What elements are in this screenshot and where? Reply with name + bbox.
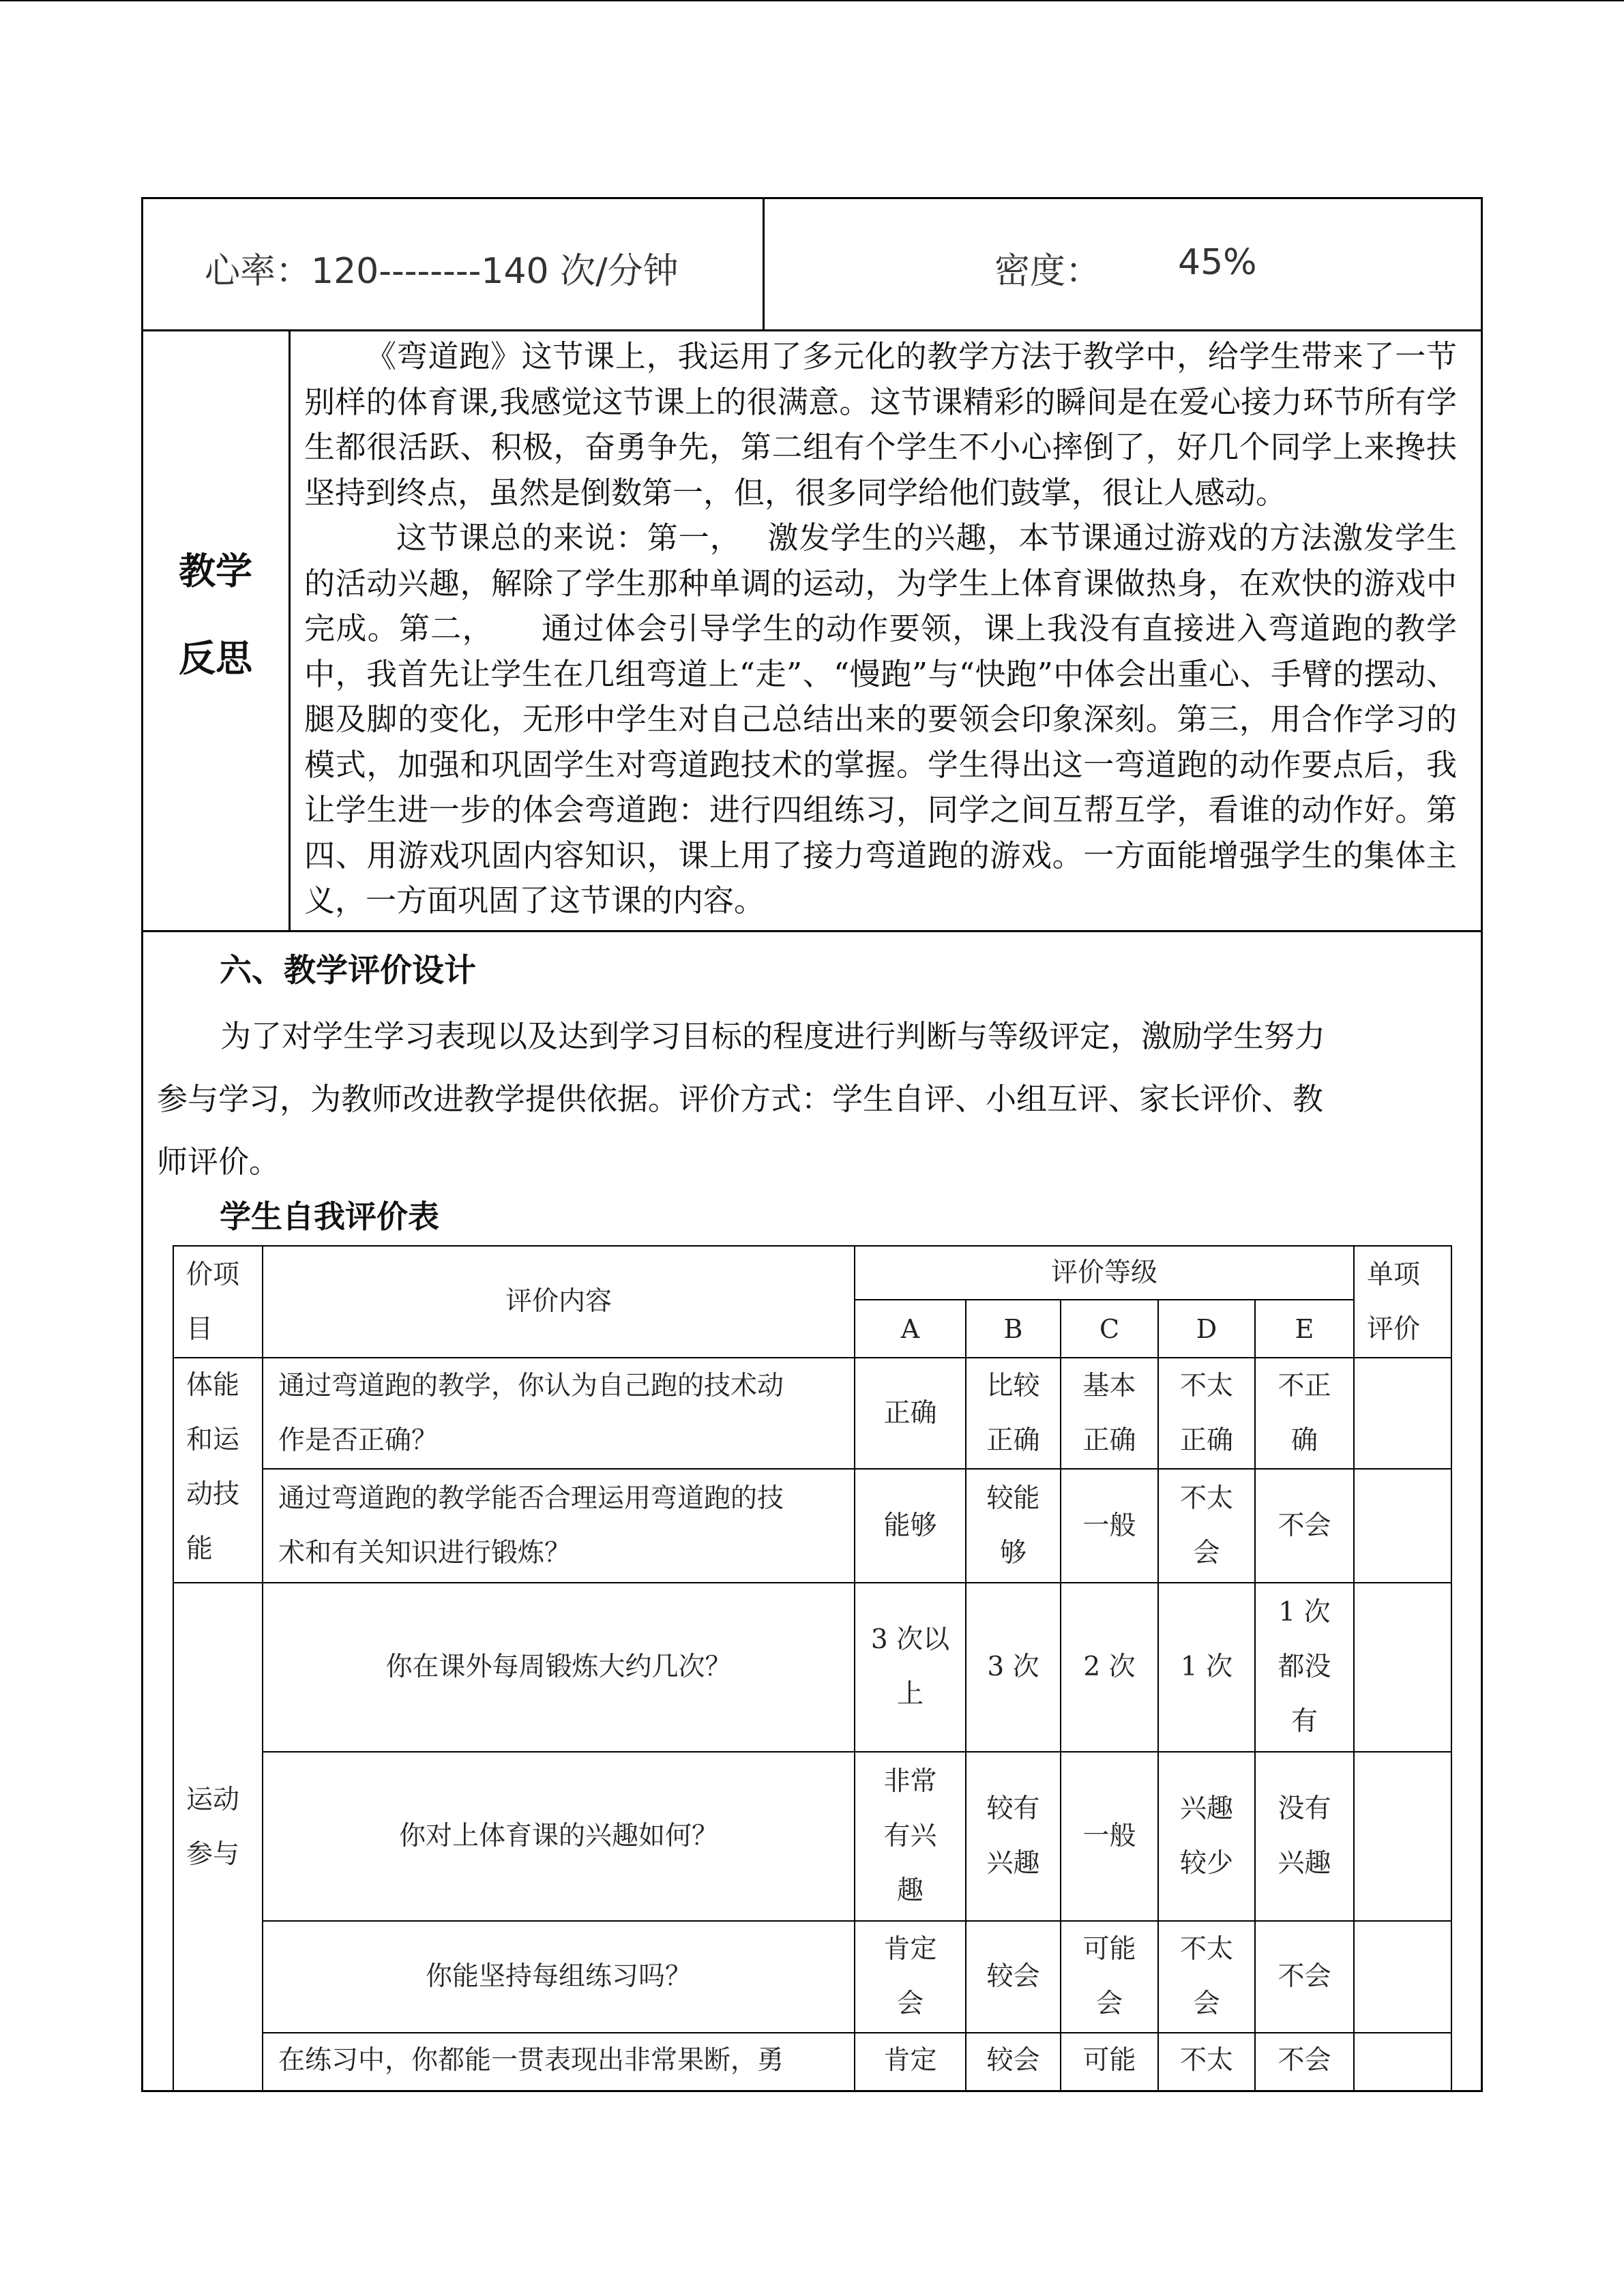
- group-label-line: 参与: [186, 1839, 240, 1870]
- row-grade-a-cell: [855, 1922, 965, 2032]
- page-top-border: [0, 0, 1624, 1]
- group-label-participation: [174, 1773, 262, 1896]
- row-grade-d-cell: [1159, 1583, 1254, 1751]
- row-grade-b-cell: [966, 1358, 1060, 1468]
- group-label-line: 能: [186, 1534, 213, 1564]
- row-grade-line: 正确: [883, 1397, 937, 1429]
- header-single-line: 单项: [1367, 1259, 1421, 1290]
- density-label: 密度：: [994, 251, 1102, 292]
- section-heading: 六、教学评价设计: [220, 952, 476, 989]
- row-grade-line: 较会: [986, 2045, 1040, 2076]
- col-divider: [289, 329, 291, 930]
- row-grade-b-cell: [966, 1583, 1060, 1751]
- row-grade-d-cell: [1159, 1470, 1254, 1582]
- row-content-cell: [263, 1358, 854, 1468]
- row-grade-line: 不太: [1179, 1934, 1233, 1965]
- row-divider: [141, 329, 1483, 331]
- reflection-paragraph-2: 这节课总的来说：第一， 激发学生的兴趣，本节课通过游戏的方法激发学生的活动兴趣，解除了学生那种单调的运动，为学生上体育课做热身，在欢快的游戏中完成。第二， 通过体会引导学生的动作要领，课上我没有直接进入弯道跑的教学中，我首先让学生在几组弯道上“走”、“慢跑”与“快跑”中体会出重心、手臂的摆动、腿及脚的变化，无形中学生对自己总结出来的要领会印象深刻。第三，用合作学习的模式，加强和巩固学生对弯道跑技术的掌握。学生得出这一弯道跑的动作要点后，我让学生进一步的体会弯道跑：进行四组练习，同学之间互帮互学，看谁的动作好。第四、用游戏巩固内容知识，课上用了接力弯道跑的游戏。一方面能增强学生的集体主义，一方面巩固了这节课的内容。: [304, 520, 1457, 919]
- group-label-line: 动技: [186, 1479, 240, 1510]
- row-grade-line: 会: [1193, 1988, 1220, 2019]
- row-grade-line: 可能: [1082, 2045, 1136, 2076]
- row-grade-line: 会: [1193, 1537, 1220, 1568]
- row-grade-line: 2 次: [1083, 1652, 1136, 1682]
- heart-rate-text: 心率：120--------140 次/分钟: [205, 251, 679, 292]
- header-grade-b: B: [1003, 1313, 1023, 1344]
- row-grade-b-cell: [966, 1470, 1060, 1582]
- row-grade-e-cell: [1256, 1583, 1353, 1751]
- header-grade-e: E: [1295, 1313, 1314, 1344]
- paragraph-line: 参与学习，为教师改进教学提供依据。评价方式：学生自评、小组互评、家长评价、教: [157, 1081, 1324, 1117]
- row-content-line: 通过弯道跑的教学能否合理运用弯道跑的技: [278, 1482, 784, 1514]
- row-grade-line: 比较: [986, 1370, 1040, 1401]
- row-grade-line: 1 次: [1180, 1652, 1233, 1682]
- row-grade-e-cell: [1256, 2033, 1353, 2091]
- row-grade-line: 不正: [1278, 1370, 1331, 1401]
- row-grade-b-cell: [966, 1922, 1060, 2032]
- row-grade-a-cell: [855, 1583, 965, 1751]
- row-content-line: 术和有关知识进行锻炼？: [278, 1537, 572, 1568]
- row-grade-line: 肯定: [883, 1934, 937, 1965]
- col-divider: [763, 197, 765, 329]
- row-grade-d-cell: [1159, 1753, 1254, 1920]
- row-content-line: 作是否正确？: [278, 1425, 439, 1456]
- row-grade-c-cell: [1061, 1753, 1157, 1920]
- header-content: 评价内容: [505, 1286, 612, 1317]
- grid-line: [1353, 1245, 1355, 2092]
- row-grade-c-cell: [1061, 2033, 1157, 2091]
- row-grade-line: 趣: [896, 1875, 924, 1906]
- row-grade-line: 不会: [1278, 2045, 1331, 2076]
- row-grade-line: 3 次: [987, 1652, 1039, 1682]
- group-label-line: 和运: [186, 1425, 240, 1455]
- row-content-cell: [263, 1753, 854, 1920]
- row-grade-e-cell: [1256, 1358, 1353, 1468]
- group-label-line: 运动: [186, 1785, 240, 1815]
- row-grade-line: 肯定: [883, 2045, 937, 2076]
- row-grade-a-cell: [855, 1753, 965, 1920]
- row-grade-line: 基本: [1082, 1370, 1136, 1401]
- row-grade-d-cell: [1159, 1922, 1254, 2032]
- row-grade-line: 非常: [883, 1766, 937, 1797]
- row-grade-line: 较有: [986, 1793, 1040, 1824]
- row-grade-d-cell: [1159, 1358, 1254, 1468]
- header-grade-d: D: [1196, 1313, 1217, 1344]
- row-grade-line: 会: [896, 1988, 924, 2019]
- row-content-line: 在练习中，你都能一贯表现出非常果断，勇: [278, 2045, 784, 2076]
- row-grade-line: 较会: [986, 1961, 1040, 1992]
- header-grade-c: C: [1099, 1313, 1120, 1344]
- row-grade-line: 有兴: [883, 1821, 937, 1851]
- row-divider: [141, 930, 1483, 932]
- row-grade-c-cell: [1061, 1358, 1157, 1468]
- reflection-label-line2: 反思: [179, 636, 252, 680]
- row-content-line: 你在课外每周锻炼大约几次？: [385, 1652, 732, 1682]
- group-label-fitness: [174, 1358, 262, 1582]
- row-grade-line: 较少: [1179, 1848, 1233, 1879]
- header-single-line: 评价: [1367, 1314, 1421, 1345]
- row-grade-line: 不会: [1278, 1510, 1331, 1541]
- self-evaluation-table-title: 学生自我评价表: [220, 1198, 439, 1235]
- row-grade-line: 不太: [1179, 2045, 1233, 2076]
- row-grade-line: 正确: [986, 1425, 1040, 1456]
- row-grade-line: 较能: [986, 1482, 1040, 1514]
- row-grade-line: 会: [1095, 1988, 1123, 2019]
- row-grade-e-cell: [1256, 1753, 1353, 1920]
- row-content-cell: [263, 1922, 854, 2032]
- row-grade-line: 不会: [1278, 1961, 1331, 1992]
- row-content-cell: [263, 1470, 854, 1582]
- row-grade-line: 3 次以: [870, 1624, 950, 1655]
- evaluation-paragraph: [157, 1005, 1453, 1193]
- header-project-line: 目: [186, 1314, 213, 1345]
- row-grade-a-cell: [855, 1470, 965, 1582]
- row-grade-line: 正确: [1082, 1425, 1136, 1456]
- row-grade-line: 没有: [1278, 1793, 1331, 1824]
- row-grade-line: 够: [999, 1537, 1027, 1568]
- group-label-line: 体能: [186, 1370, 240, 1401]
- header-project-line: 价项: [186, 1259, 240, 1290]
- row-grade-b-cell: [966, 2033, 1060, 2091]
- row-grade-a-cell: [855, 1358, 965, 1468]
- header-project: [174, 1248, 262, 1357]
- row-grade-a-cell: [855, 2033, 965, 2091]
- header-single: [1355, 1248, 1451, 1357]
- header-grade-a: A: [900, 1313, 920, 1344]
- row-grade-line: 可能: [1082, 1934, 1136, 1965]
- row-grade-e-cell: [1256, 1470, 1353, 1582]
- row-grade-line: 兴趣: [1179, 1793, 1233, 1824]
- row-grade-c-cell: [1061, 1470, 1157, 1582]
- row-content-cell: [263, 2033, 854, 2091]
- label-spacer: [154, 593, 277, 636]
- row-grade-e-cell: [1256, 1922, 1353, 2032]
- row-content-cell: [263, 1583, 854, 1751]
- row-grade-line: 有: [1290, 1706, 1318, 1737]
- reflection-label: [154, 549, 277, 680]
- paragraph-line: 为了对学生学习表现以及达到学习目标的程度进行判断与等级评定，激励学生努力: [220, 1018, 1326, 1054]
- row-content-line: 通过弯道跑的教学，你认为自己跑的技术动: [278, 1370, 784, 1401]
- paragraph-line: 师评价。: [157, 1144, 280, 1180]
- row-grade-line: 确: [1290, 1425, 1318, 1456]
- row-grade-line: 上: [896, 1679, 924, 1710]
- header-grade-group: 评价等级: [1050, 1257, 1157, 1288]
- row-grade-line: 一般: [1082, 1510, 1136, 1541]
- row-grade-d-cell: [1159, 2033, 1254, 2091]
- reflection-paragraph-1: 《弯道跑》这节课上，我运用了多元化的教学方法于教学中，给学生带来了一节别样的体育课,我感觉这节课上的很满意。这节课精彩的瞬间是在爱心接力环节所有学生都很活跃、积极，奋勇争先，第二组有个学生不小心摔倒了，好几个同学上来搀扶坚持到终点，虽然是倒数第一，但，很多同学给他们鼓掌，很让人感动。: [304, 338, 1457, 511]
- row-grade-line: 不太: [1179, 1482, 1233, 1514]
- row-grade-c-cell: [1061, 1583, 1157, 1751]
- row-grade-b-cell: [966, 1753, 1060, 1920]
- row-grade-line: 兴趣: [1278, 1848, 1331, 1879]
- reflection-label-line1: 教学: [179, 549, 252, 593]
- row-content-line: 你对上体育课的兴趣如何？: [398, 1821, 718, 1851]
- row-grade-line: 1 次: [1278, 1597, 1331, 1628]
- row-grade-line: 兴趣: [986, 1848, 1040, 1879]
- row-grade-line: 不太: [1179, 1370, 1233, 1401]
- row-grade-line: 正确: [1179, 1425, 1233, 1456]
- row-grade-line: 能够: [883, 1510, 937, 1541]
- row-grade-line: 一般: [1082, 1821, 1136, 1851]
- reflection-text: [304, 334, 1457, 924]
- row-grade-c-cell: [1061, 1922, 1157, 2032]
- row-content-line: 你能坚持每组练习吗？: [425, 1961, 692, 1992]
- row-grade-line: 都没: [1278, 1652, 1331, 1682]
- density-value: 45%: [1178, 242, 1257, 283]
